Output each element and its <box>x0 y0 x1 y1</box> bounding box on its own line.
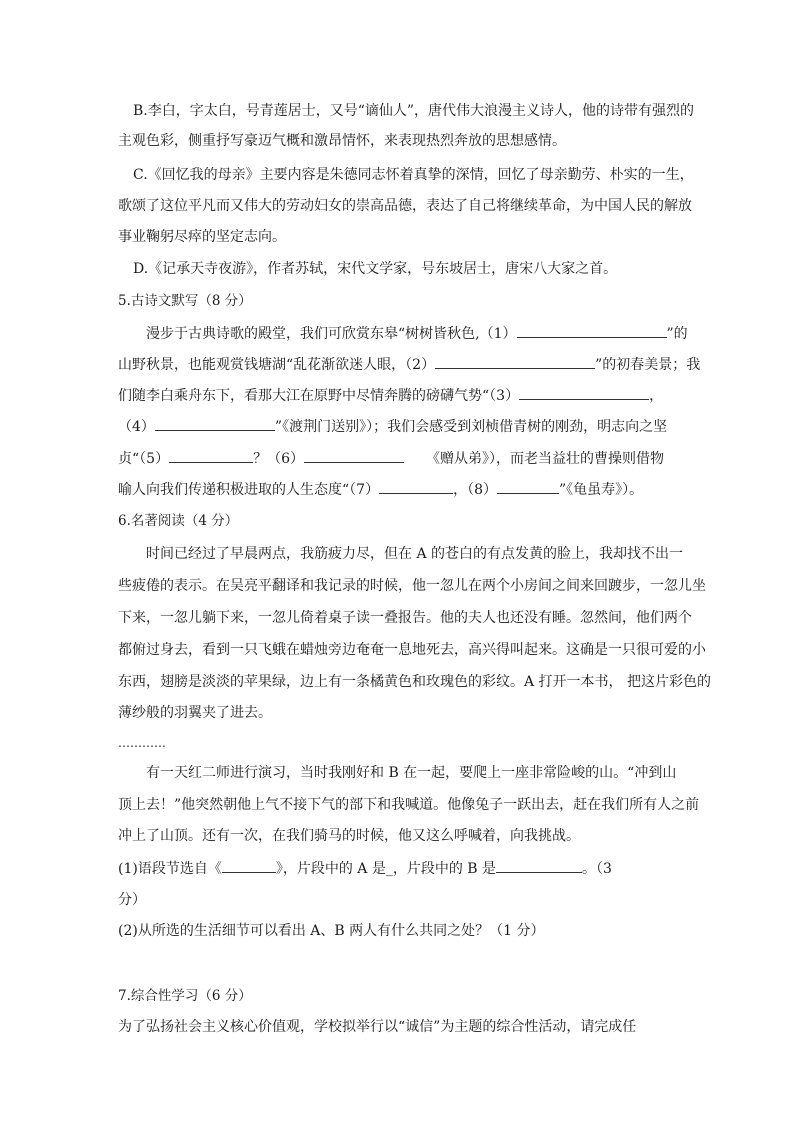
answer-blank-5[interactable] <box>169 448 253 463</box>
q6-sub2: (2)从所选的生活细节可以看出 A、B 两人有什么共同之处？（1 分） <box>118 923 545 939</box>
q5-line-1 <box>146 323 688 344</box>
answer-blank-book[interactable] <box>222 858 276 873</box>
q6-sub1-text: (1)语段节选自《 <box>118 861 222 877</box>
q6-sub1-score: 分） <box>118 892 146 908</box>
passage-line-4: 都俯过身去，看到一只飞蛾在蜡烛旁边奄奄一息地死去，高兴得叫起来。这确是一只很可爱的小 <box>118 642 706 658</box>
q5-line-2 <box>118 354 700 375</box>
q6-heading: 6.名著阅读（4 分） <box>118 513 239 529</box>
q5-heading: 5.古诗文默写（8 分） <box>118 293 252 309</box>
q5-text: 山野秋景，也能观赏钱塘湖“乱花渐欲迷人眼，（2） <box>118 357 436 373</box>
q5-text: 喻人向我们传递积极进取的人生态度“（7） <box>118 482 380 498</box>
answer-blank-7[interactable] <box>379 479 453 494</box>
passage-line-8: 顶上去！”他突然朝他上气不接下气的部下和我喊道。他像兔子一跃出去，赶在我们所有人之前 <box>118 797 700 813</box>
q5-text: ， <box>649 388 664 404</box>
option-b-line-2: 主观色彩，侧重抒写豪迈气概和激昂情怀，来表现热烈奔放的思想感情。 <box>118 133 566 149</box>
answer-blank-2[interactable] <box>435 354 595 369</box>
q5-text: ”《龟虽寿》）。 <box>559 482 644 498</box>
q7-intro: 为了弘扬社会主义核心价值观，学校拟举行以“诚信”为主题的综合性活动，请完成任 <box>118 1019 637 1035</box>
q5-text: ”《渡荆门送别》）；我们会感受到刘桢借青树的刚劲，明志向之坚 <box>274 419 668 435</box>
passage-line-5: 东西，翅膀是淡淡的苹果绿，边上有一条橘黄色和玫瑰色的彩纹。A 打开一本书， 把这片彩色的 <box>118 674 712 690</box>
answer-blank-1[interactable] <box>517 323 667 338</box>
answer-blank-3[interactable] <box>519 385 649 400</box>
q5-text: ，（8） <box>453 482 497 498</box>
q5-text: ”的 <box>666 326 688 342</box>
option-b-line-1: B.李白，字太白，号青莲居士，又号“谪仙人”，唐代伟大浪漫主义诗人，他的诗带有强烈的 <box>133 103 695 119</box>
q5-text: 《赠从弟》），而老当益壮的曹操则借物 <box>426 451 664 467</box>
q6-sub1-text: 。（3 <box>582 861 612 877</box>
q5-text: 贞“（5） <box>118 451 170 467</box>
q5-line-3 <box>118 385 663 406</box>
passage-line-1: 时间已经过了早晨两点，我筋疲力尽，但在 A 的苍白的有点发黄的脸上，我却找不出一 <box>146 546 684 562</box>
q6-sub1-text: 》，片段中的 A 是_，片段中的 B 是 <box>275 861 497 877</box>
ellipsis: ………… <box>118 736 166 750</box>
answer-blank-6[interactable] <box>304 448 404 463</box>
passage-line-6: 薄纱般的羽翼夹了进去。 <box>118 705 272 721</box>
option-c-line-1: C.《回忆我的母亲》主要内容是朱德同志怀着真挚的深情，回忆了母亲勤劳、朴实的一生， <box>133 167 694 183</box>
q5-line-6 <box>118 479 643 500</box>
passage-line-2: 些疲倦的表示。在吴亮平翻译和我记录的时候，他一忽儿在两个小房间之间来回踱步，一忽儿坐 <box>118 578 706 594</box>
answer-blank-8[interactable] <box>497 479 559 494</box>
answer-blank-4[interactable] <box>155 416 275 431</box>
passage-line-9: 冲上了山顶。还有一次，在我们骑马的时候，他又这么呼喊着，向我挑战。 <box>118 828 580 844</box>
q5-line-4 <box>118 416 667 437</box>
option-d-line: D.《记承天寺夜游》，作者苏轼，宋代文学家，号东坡居士，唐宋八大家之首。 <box>133 261 618 277</box>
q5-text: 漫步于古典诗歌的殿堂，我们可欣赏东皋“树树皆秋色,（1） <box>146 326 517 342</box>
passage-line-7: 有一天红二师进行演习，当时我刚好和 B 在一起，要爬上一座非常险峻的山。“冲到山 <box>146 765 677 781</box>
option-c-line-3: 事业鞠躬尽瘁的坚定志向。 <box>118 229 286 245</box>
q5-text: （4） <box>118 419 155 435</box>
q5-text: ？（6） <box>253 451 304 467</box>
q7-heading: 7.综合性学习（6 分） <box>118 988 252 1004</box>
q5-text: 们随李白乘舟东下，看那大江在原野中尽情奔腾的磅礴气势“（3） <box>118 388 520 404</box>
answer-blank-b[interactable] <box>496 858 582 873</box>
passage-line-3: 下来，一忽儿躺下来，一忽儿倚着桌子读一叠报告。他的夫人也还没有睡。忽然间，他们两个 <box>118 610 692 626</box>
q5-line-5 <box>118 448 664 469</box>
option-c-line-2: 歌颂了这位平凡而又伟大的劳动妇女的崇高品德，表达了自己将继续革命，为中国人民的解放 <box>118 198 692 214</box>
q6-sub1 <box>118 858 612 879</box>
q5-text: ”的初春美景；我 <box>595 357 701 373</box>
